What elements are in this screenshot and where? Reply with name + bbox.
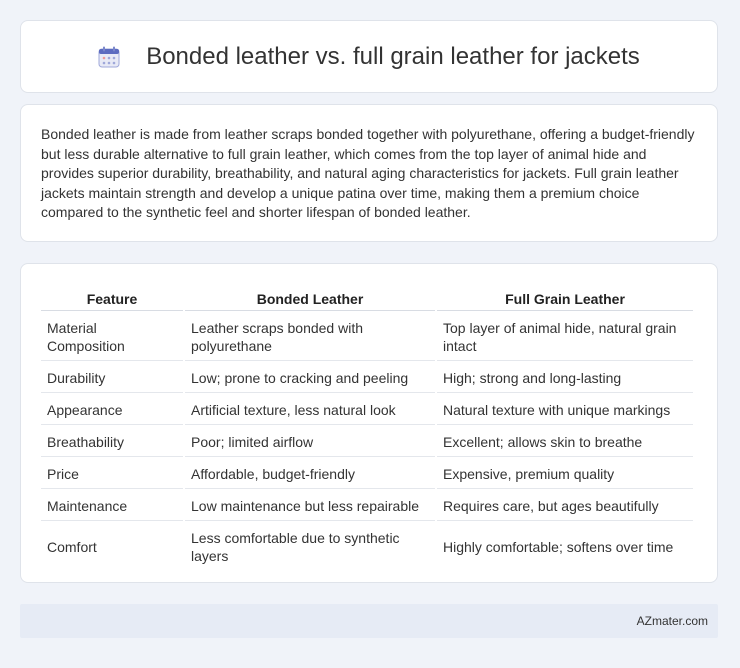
- full-grain-cell: Expensive, premium quality: [437, 459, 693, 489]
- table-row: [41, 363, 693, 393]
- table-row: [41, 427, 693, 457]
- intro-paragraph: Bonded leather is made from leather scraps bonded together with polyurethane, offering a budget-friendly but less durable alternative to full grain leather, which comes from the top layer of animal hide and provides superior durability, breathability, and natural aging characteristics for jackets. Full grain leather jackets maintain strength and develop a unique patina over time, making them a premium choice compared to the synthetic feel and shorter lifespan of bonded leather.: [41, 126, 695, 220]
- feature-cell: Durability: [41, 363, 183, 393]
- bonded-cell: Artificial texture, less natural look: [185, 395, 435, 425]
- feature-cell: Maintenance: [41, 491, 183, 521]
- bonded-cell: Leather scraps bonded with polyurethane: [185, 313, 435, 361]
- full-grain-cell: Highly comfortable; softens over time: [443, 538, 674, 555]
- bonded-cell: Less comfortable due to synthetic layers: [191, 529, 400, 564]
- table-row: [41, 395, 693, 425]
- full-grain-cell: Excellent; allows skin to breathe: [437, 427, 693, 457]
- header-full-grain: Full Grain Leather: [437, 286, 693, 311]
- feature-cell: Breathability: [41, 427, 183, 457]
- bonded-cell: Low; prone to cracking and peeling: [185, 363, 435, 393]
- feature-cell: Appearance: [41, 395, 183, 425]
- footer-brand: AZmater.com: [636, 614, 708, 628]
- calendar-icon: [98, 46, 120, 68]
- table-row: [41, 459, 693, 489]
- page-title: [98, 43, 640, 71]
- table-row: [41, 523, 693, 570]
- bonded-cell: Low maintenance but less repairable: [185, 491, 435, 521]
- comparison-table: [39, 284, 695, 572]
- full-grain-cell: High; strong and long-lasting: [437, 363, 693, 393]
- table-row: [41, 491, 693, 521]
- title-text: Bonded leather vs. full grain leather for jackets: [146, 42, 640, 70]
- bonded-cell: Poor; limited airflow: [185, 427, 435, 457]
- bonded-cell: Affordable, budget-friendly: [185, 459, 435, 489]
- full-grain-cell: Requires care, but ages beautifully: [437, 491, 693, 521]
- feature-cell: Price: [41, 459, 183, 489]
- comparison-card: [20, 263, 718, 583]
- title-card: [20, 20, 718, 93]
- footer-bar: [20, 604, 718, 638]
- feature-cell: Material Composition: [41, 313, 183, 361]
- full-grain-cell: Top layer of animal hide, natural grain intact: [437, 313, 693, 361]
- intro-card: [20, 104, 718, 242]
- table-header-row: [41, 286, 693, 311]
- feature-cell: Comfort: [47, 538, 97, 555]
- table-row: [41, 313, 693, 361]
- header-feature: Feature: [41, 286, 183, 311]
- header-bonded: Bonded Leather: [185, 286, 435, 311]
- full-grain-cell: Natural texture with unique markings: [437, 395, 693, 425]
